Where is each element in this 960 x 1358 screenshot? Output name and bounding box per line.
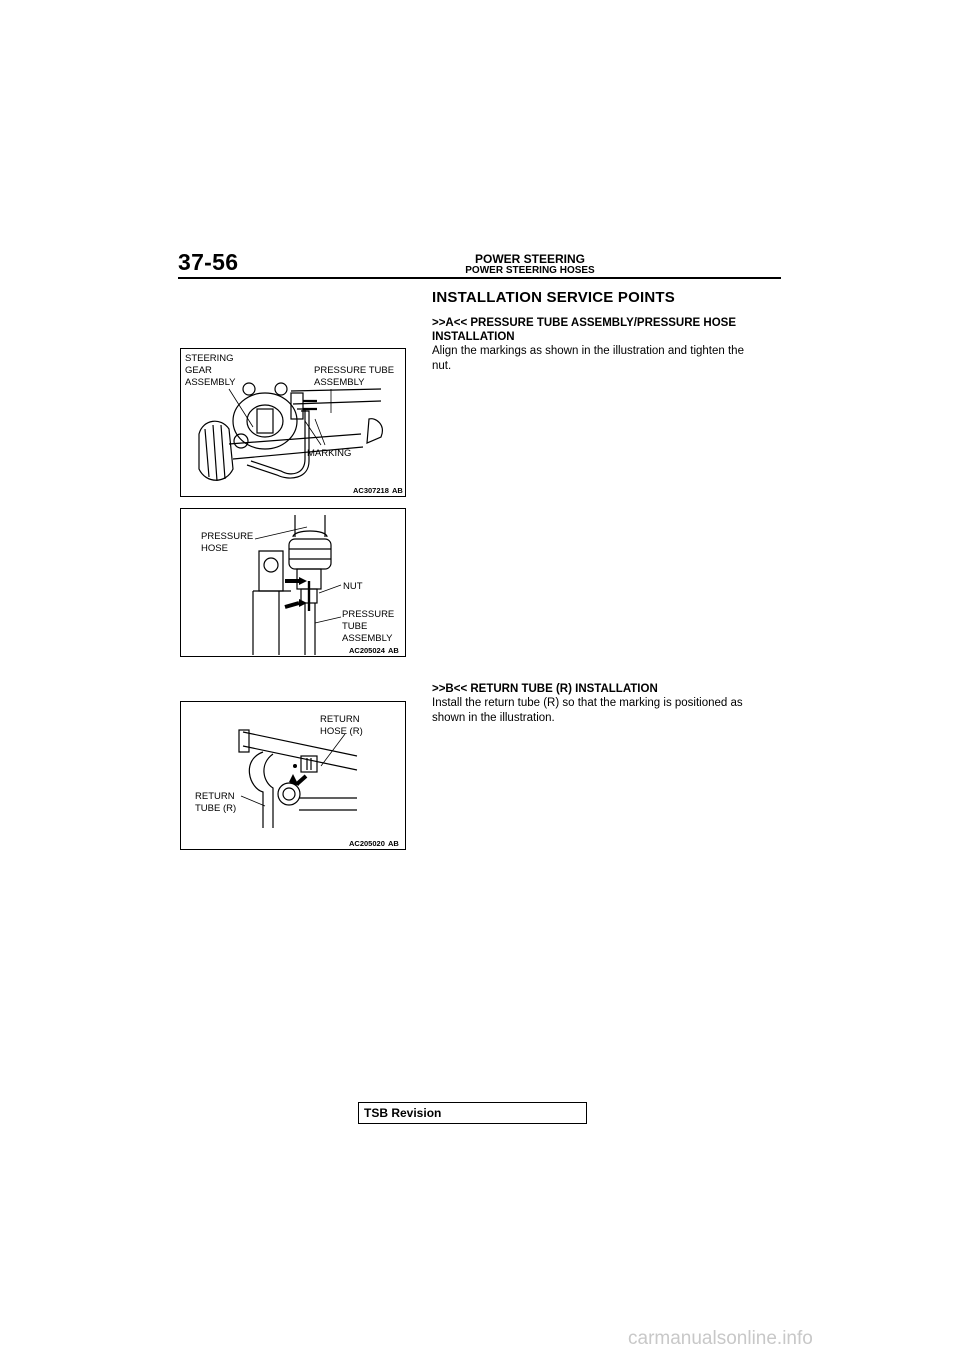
figure-steering-gear bbox=[180, 348, 406, 497]
steering-gear-illustration bbox=[181, 349, 405, 496]
label-pressure-tube-3: ASSEMBLY bbox=[342, 633, 393, 644]
label-steering-gear-2: GEAR bbox=[185, 365, 212, 376]
label-pressure-hose-1: PRESSURE bbox=[201, 531, 254, 542]
header-divider bbox=[178, 277, 781, 279]
label-nut: NUT bbox=[343, 581, 363, 592]
figure-id: AC205020 bbox=[349, 839, 385, 848]
figure-id-suffix: AB bbox=[392, 486, 403, 495]
watermark[interactable]: carmanualsonline.info bbox=[628, 1328, 813, 1349]
label-return-hose-1: RETURN bbox=[320, 714, 360, 725]
figure-return-tube bbox=[180, 701, 406, 850]
label-steering-gear-1: STEERING bbox=[185, 353, 234, 364]
step-a-body-line2: nut. bbox=[432, 360, 452, 372]
label-return-hose-2: HOSE (R) bbox=[320, 726, 363, 737]
figure-id-suffix: AB bbox=[388, 646, 399, 655]
label-return-tube-2: TUBE (R) bbox=[195, 803, 237, 814]
label-pressure-hose-2: HOSE bbox=[201, 543, 228, 554]
pressure-hose-illustration bbox=[181, 509, 405, 656]
label-pressure-tube-1: PRESSURE TUBE bbox=[314, 365, 395, 376]
label-pressure-tube-2: ASSEMBLY bbox=[314, 377, 365, 388]
step-a-title-line1: >>A<< PRESSURE TUBE ASSEMBLY/PRESSURE HOSE bbox=[432, 317, 736, 329]
step-b-body-line2: shown in the illustration. bbox=[432, 712, 555, 724]
tsb-revision-label: TSB Revision bbox=[364, 1106, 442, 1120]
label-pressure-tube-1: PRESSURE bbox=[342, 609, 395, 620]
page-number: 37-56 bbox=[178, 249, 239, 275]
section-heading: INSTALLATION SERVICE POINTS bbox=[432, 289, 675, 306]
figure-id: AC205024 bbox=[349, 646, 385, 655]
chapter-title: POWER STEERING bbox=[474, 252, 585, 266]
label-return-tube-1: RETURN bbox=[195, 791, 235, 802]
figure-id: AC307218 bbox=[353, 486, 389, 495]
return-tube-illustration bbox=[181, 702, 405, 849]
figure-id-suffix: AB bbox=[388, 839, 399, 848]
step-b-title: >>B<< RETURN TUBE (R) INSTALLATION bbox=[432, 683, 658, 695]
step-a-body-line1: Align the markings as shown in the illustration and tighten the bbox=[432, 345, 744, 357]
label-steering-gear-3: ASSEMBLY bbox=[185, 377, 236, 388]
section-title: POWER STEERING HOSES bbox=[465, 265, 595, 276]
label-marking: MARKING bbox=[307, 448, 352, 459]
step-a-title-line2: INSTALLATION bbox=[432, 331, 515, 343]
label-pressure-tube-2: TUBE bbox=[342, 621, 368, 632]
figure-pressure-hose bbox=[180, 508, 406, 657]
step-b-body-line1: Install the return tube (R) so that the marking is positioned as bbox=[432, 697, 743, 709]
